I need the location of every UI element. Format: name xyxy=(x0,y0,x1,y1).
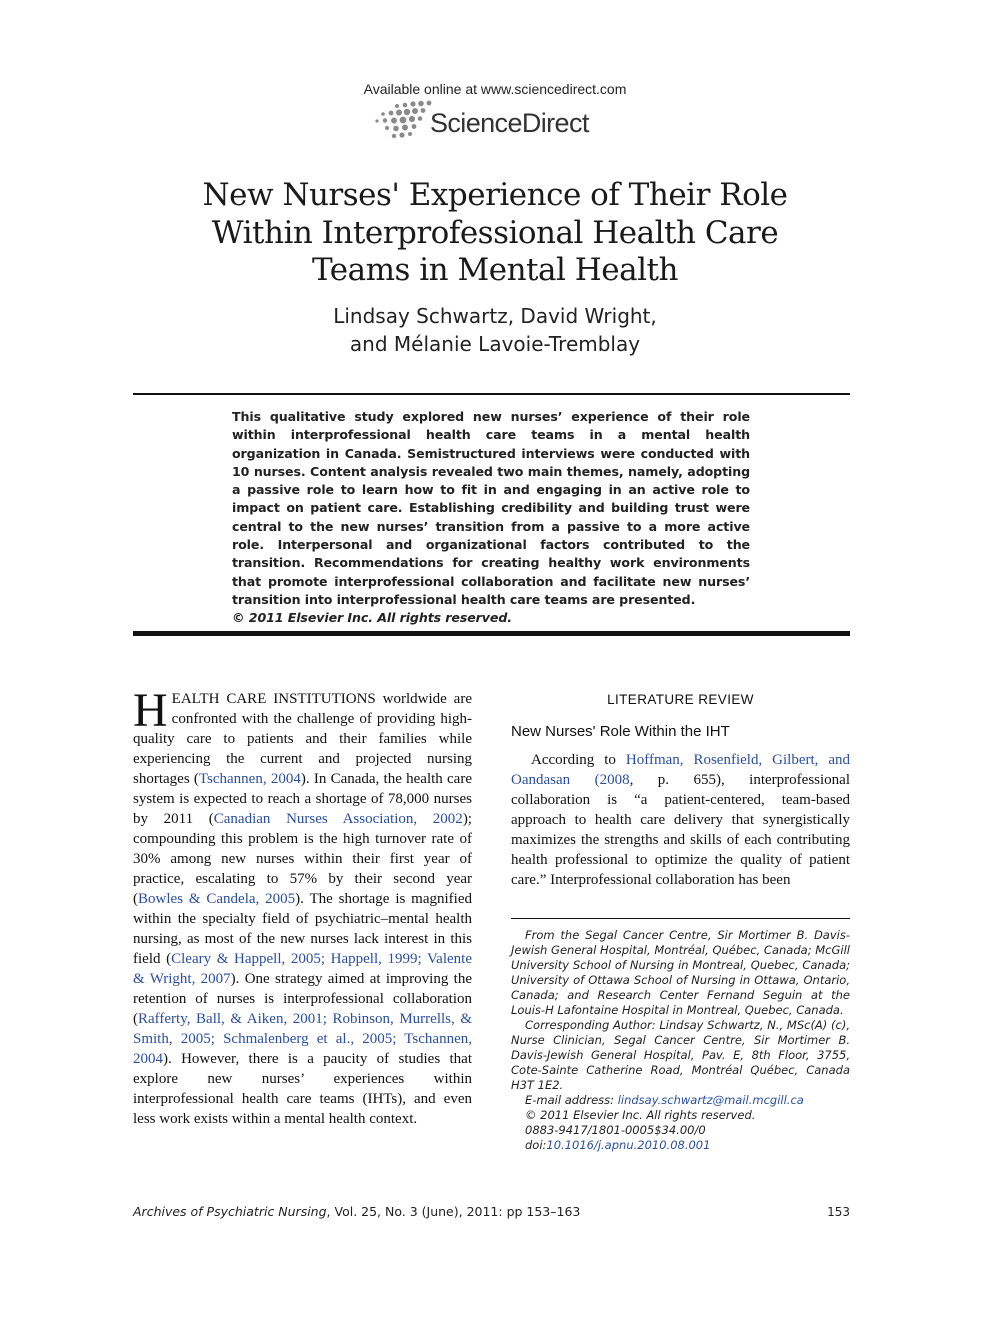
issn-note: 0883-9417/1801-0005$34.00/0 xyxy=(525,1123,706,1137)
intro-text: ). However, there is a paucity of studies that explore new nurses’ experiences within interprofessional health care teams (IHTs), and even less work exists within a mental health context. xyxy=(133,1051,472,1127)
title-line: Teams in Mental Health xyxy=(312,252,678,288)
email-note xyxy=(511,1093,850,1108)
abstract-copyright: © 2011 Elsevier Inc. All rights reserved. xyxy=(232,610,512,626)
intro-text: ). In Canada, the health care system is expected to reach a shortage of 78,000 nurses by 2011 ( xyxy=(133,771,472,827)
abstract-top-rule xyxy=(133,393,850,395)
doi-note xyxy=(511,1138,850,1153)
sciencedirect-logo[interactable] xyxy=(372,100,617,144)
author-line: and Mélanie Lavoie-Tremblay xyxy=(349,332,641,356)
subsection-heading: New Nurses' Role Within the IHT xyxy=(511,723,730,740)
citation-link[interactable]: Cleary & Happell, 2005; Happell, 1999; Valente & Wright, 2007 xyxy=(133,951,472,987)
doi-link[interactable]: 10.1016/j.apnu.2010.08.001 xyxy=(546,1138,711,1152)
citation-link[interactable]: Bowles & Candela, 2005 xyxy=(138,891,296,907)
corresponding-note: Corresponding Author: Lindsay Schwartz, N., MSc(A) (c), Nurse Clinician, Segal Cancer Centre, Sir Mortimer B. Davis-Jewish General Hospital, Pav. E, 8th Floor, 3755, Cote-Sainte Catherine Road, Montréal Québec, Canada H3T 1E2. xyxy=(511,1018,850,1092)
author-list xyxy=(95,302,895,358)
email-label: E-mail address: xyxy=(525,1093,618,1107)
footnote-rule xyxy=(511,918,850,919)
journal-name: Archives of Psychiatric Nursing xyxy=(133,1204,327,1219)
author-line: Lindsay Schwartz, David Wright, xyxy=(333,304,657,328)
drop-cap: H xyxy=(133,684,168,737)
intro-text: ); compounding this problem is the high turnover rate of 30% among new nurses within their first year of practice, escalating to 57% by their second year ( xyxy=(133,811,472,907)
intro-text: ). One strategy aimed at improving the retention of nurses is interprofessional collaboration ( xyxy=(133,971,472,1027)
literature-text: According to xyxy=(531,752,626,768)
abstract-bottom-rule xyxy=(133,631,850,636)
article-title xyxy=(95,177,895,290)
sciencedirect-dots-icon xyxy=(372,100,432,144)
abstract xyxy=(232,408,750,628)
citation-details: , Vol. 25, No. 3 (June), 2011: pp 153–163 xyxy=(326,1204,581,1219)
intro-paragraph xyxy=(133,684,472,1129)
title-line: New Nurses' Experience of Their Role xyxy=(202,177,788,213)
intro-text: ). The shortage is magnified within the specialty field of psychiatric–mental health nursing, as most of the new nurses lack interest in this field ( xyxy=(133,891,472,967)
citation-link[interactable]: Canadian Nurses Association, 2002 xyxy=(213,811,463,827)
citation-link[interactable]: Hoffman, Rosenfield, Gilbert, and Oandasan (2008 xyxy=(511,752,851,788)
literature-paragraph xyxy=(511,750,850,890)
title-line: Within Interprofessional Health Care xyxy=(211,214,779,251)
literature-text: , p. 655), interprofessional collaboration is “a patient-centered, team-based approach to health care delivery that synergistically maximizes the strengths and skills of each contributing health professional to optimize the quality of patient care.” Interprofessional collaboration has been xyxy=(511,772,850,888)
citation-link[interactable]: Tschannen, 2004 xyxy=(198,771,301,787)
doi-label: doi: xyxy=(525,1138,547,1152)
abstract-text: This qualitative study explored new nurses’ experience of their role within interprofessional health care teams in a mental health organization in Canada. Semistructured interviews were conducted with 10 nurses. Content analysis revealed two main themes, namely, adopting a passive role to learn how to fit in and engaging in an active role to impact on patient care. Establishing credibility and building trust were central to the new nurses’ transition from a passive to a more active role. Interpersonal and organizational factors contributed to the transition. Recommendations for creating healthy work environments that promote interprofessional collaboration and facilitate new nurses’ transition into interprofessional health care teams are presented. xyxy=(232,409,750,607)
copyright-note: © 2011 Elsevier Inc. All rights reserved. xyxy=(525,1108,756,1122)
intro-text: EALTH CARE INSTITUTIONS worldwide are confronted with the challenge of providing high-quality care to patients and their families while experiencing the current and projected nursing shortages ( xyxy=(133,691,472,787)
section-heading: LITERATURE REVIEW xyxy=(607,692,754,707)
affiliation-note: From the Segal Cancer Centre, Sir Mortimer B. Davis-Jewish General Hospital, Montréal, Québec, Canada; McGill University School of Nursing in Montreal, Quebec, Canada; University of Ottawa School of Nursing in Ottawa, Ontario, Canada; and Research Center Fernand Seguin at the Louis-H Lafontaine Hospital in Montreal, Quebec, Canada. xyxy=(511,928,850,1017)
footnotes xyxy=(511,928,850,1153)
logo-wordmark: ScienceDirect xyxy=(430,108,589,138)
citation-link[interactable]: Rafferty, Ball, & Aiken, 2001; Robinson, Murrells, & Smith, 2005; Schmalenberg et al., 2005; Tschannen, 2004 xyxy=(133,1011,472,1067)
available-online-line: Available online at www.sciencedirect.com xyxy=(363,81,627,97)
journal-citation xyxy=(133,1204,580,1219)
email-link[interactable]: lindsay.schwartz@mail.mcgill.ca xyxy=(617,1093,804,1107)
page-number: 153 xyxy=(827,1205,850,1219)
